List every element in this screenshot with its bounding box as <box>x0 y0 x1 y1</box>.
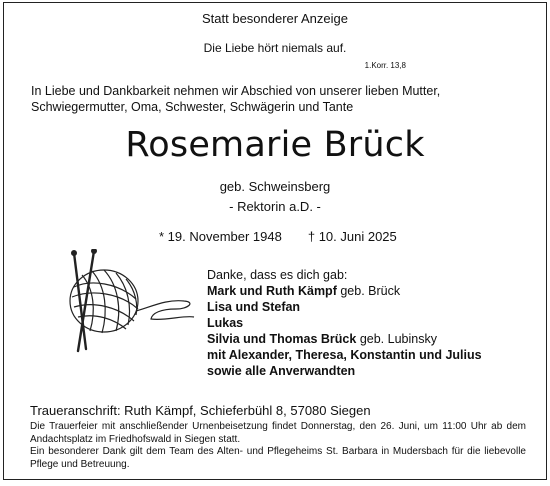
birth-date: * 19. November 1948 <box>159 229 282 244</box>
life-dates <box>159 229 397 244</box>
deceased-title: - Rektorin a.D. - <box>229 199 321 214</box>
deceased-name: Rosemarie Brück <box>125 125 425 165</box>
birth-name: geb. Schweinsberg <box>219 179 331 194</box>
thanks-note: Ein besonderer Dank gilt dem Team des Alten- und Pflegeheims St. Barbara in Mudersbach für die liebevolle Pflege und Betreuung. <box>30 446 526 470</box>
obituary-notice <box>3 2 547 480</box>
funeral-notes <box>30 421 526 471</box>
funeral-info: Die Trauerfeier mit anschließender Urnenbeisetzung findet Donnerstag, den 26. Juni, um 11:00 Uhr ab dem Andachtsplatz im Friedhofswald in Siegen statt. <box>30 421 526 445</box>
mourner-maiden-name: geb. Brück <box>336 284 401 298</box>
death-date: † 10. Juni 2025 <box>307 229 397 244</box>
motto: Die Liebe hört niemals auf. <box>203 41 347 55</box>
mourners-list <box>207 267 482 379</box>
mourner-line <box>207 283 482 299</box>
mourning-address: Traueranschrift: Ruth Kämpf, Schieferbühl 8, 57080 Siegen <box>30 403 371 418</box>
mourner-names: Mark und Ruth Kämpf <box>207 284 337 298</box>
verse-reference: 1.Korr. 13,8 <box>364 61 406 70</box>
mourner-line <box>207 331 482 347</box>
mourners-intro: Danke, dass es dich gab: <box>207 268 348 282</box>
notice-header: Statt besonderer Anzeige <box>202 11 348 26</box>
mourner-line: mit Alexander, Theresa, Konstantin und Julius <box>207 348 482 362</box>
mourner-maiden-name: geb. Lubinsky <box>356 332 437 346</box>
mourner-line: Lukas <box>207 316 244 330</box>
intro-text: In Liebe und Dankbarkeit nehmen wir Abschied von unserer lieben Mutter, Schwiegermutter, Oma, Schwester, Schwägerin und Tante <box>31 84 441 114</box>
mourner-names: Silvia und Thomas Brück <box>207 332 357 346</box>
yarn-ball-with-knitting-needles-icon <box>56 249 196 359</box>
mourner-line: Lisa und Stefan <box>207 300 301 314</box>
mourner-line: sowie alle Anverwandten <box>207 364 356 378</box>
